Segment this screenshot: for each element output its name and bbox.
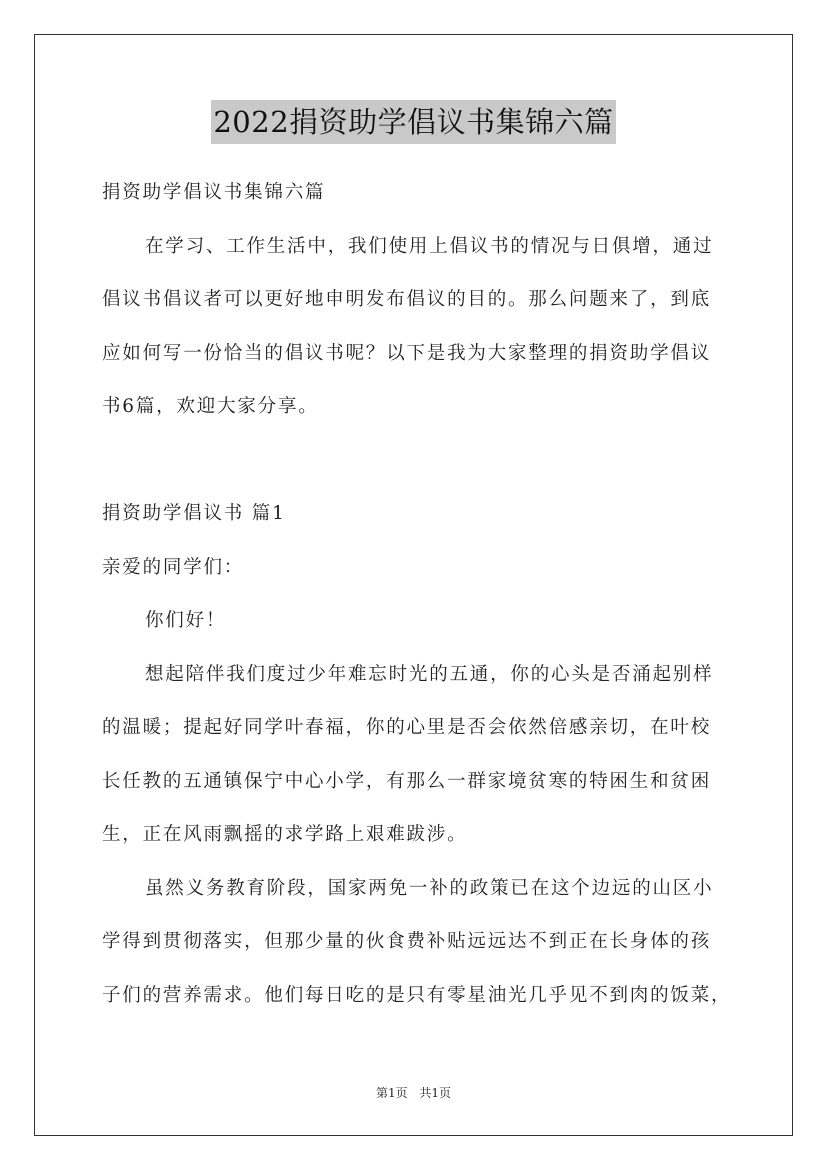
paragraph-line: 的温暖；提起好同学叶春福，你的心里是否会依然倍感亲切，在叶校 [102, 717, 712, 738]
page-total: 共1页 [419, 1086, 452, 1100]
document-title: 2022捐资助学倡议书集锦六篇 [211, 100, 615, 144]
title-container [0, 100, 827, 144]
section-heading: 捐资助学倡议书 篇1 [102, 503, 286, 524]
paragraph-line: 生，正在风雨飘摇的求学路上艰难跋涉。 [102, 824, 468, 845]
intro-line: 在学习、工作生活中，我们使用上倡议书的情况与日俱增，通过 [145, 235, 714, 257]
greeting: 你们好！ [145, 610, 227, 631]
intro-line: 倡议书倡议者可以更好地申明发布倡议的目的。那么问题来了，到底 [102, 289, 712, 310]
paragraph-line: 虽然义务教育阶段，国家两免一补的政策已在这个边远的山区小 [145, 877, 714, 899]
intro-line: 书6篇，欢迎大家分享。 [102, 396, 319, 417]
paragraph-line: 子们的营养需求。他们每日吃的是只有零星油光几乎见不到肉的饭菜， [102, 984, 732, 1006]
intro-line: 应如何写一份恰当的倡议书呢？以下是我为大家整理的捐资助学倡议 [102, 342, 712, 364]
page-footer [0, 1084, 827, 1101]
paragraph-line: 学得到贯彻落实，但那少量的伙食费补贴远远达不到正在长身体的孩 [102, 931, 712, 952]
salutation: 亲爱的同学们： [102, 556, 245, 578]
page-number: 第1页 [375, 1086, 408, 1100]
blank-line [102, 441, 742, 495]
paragraph-line: 想起陪伴我们度过少年难忘时光的五通，你的心头是否涌起别样 [145, 663, 714, 685]
document-body [102, 173, 742, 1029]
subtitle: 捐资助学倡议书集锦六篇 [102, 182, 326, 203]
paragraph-line: 长任教的五通镇保宁中心小学，有那么一群家境贫寒的特困生和贫困 [102, 770, 712, 792]
